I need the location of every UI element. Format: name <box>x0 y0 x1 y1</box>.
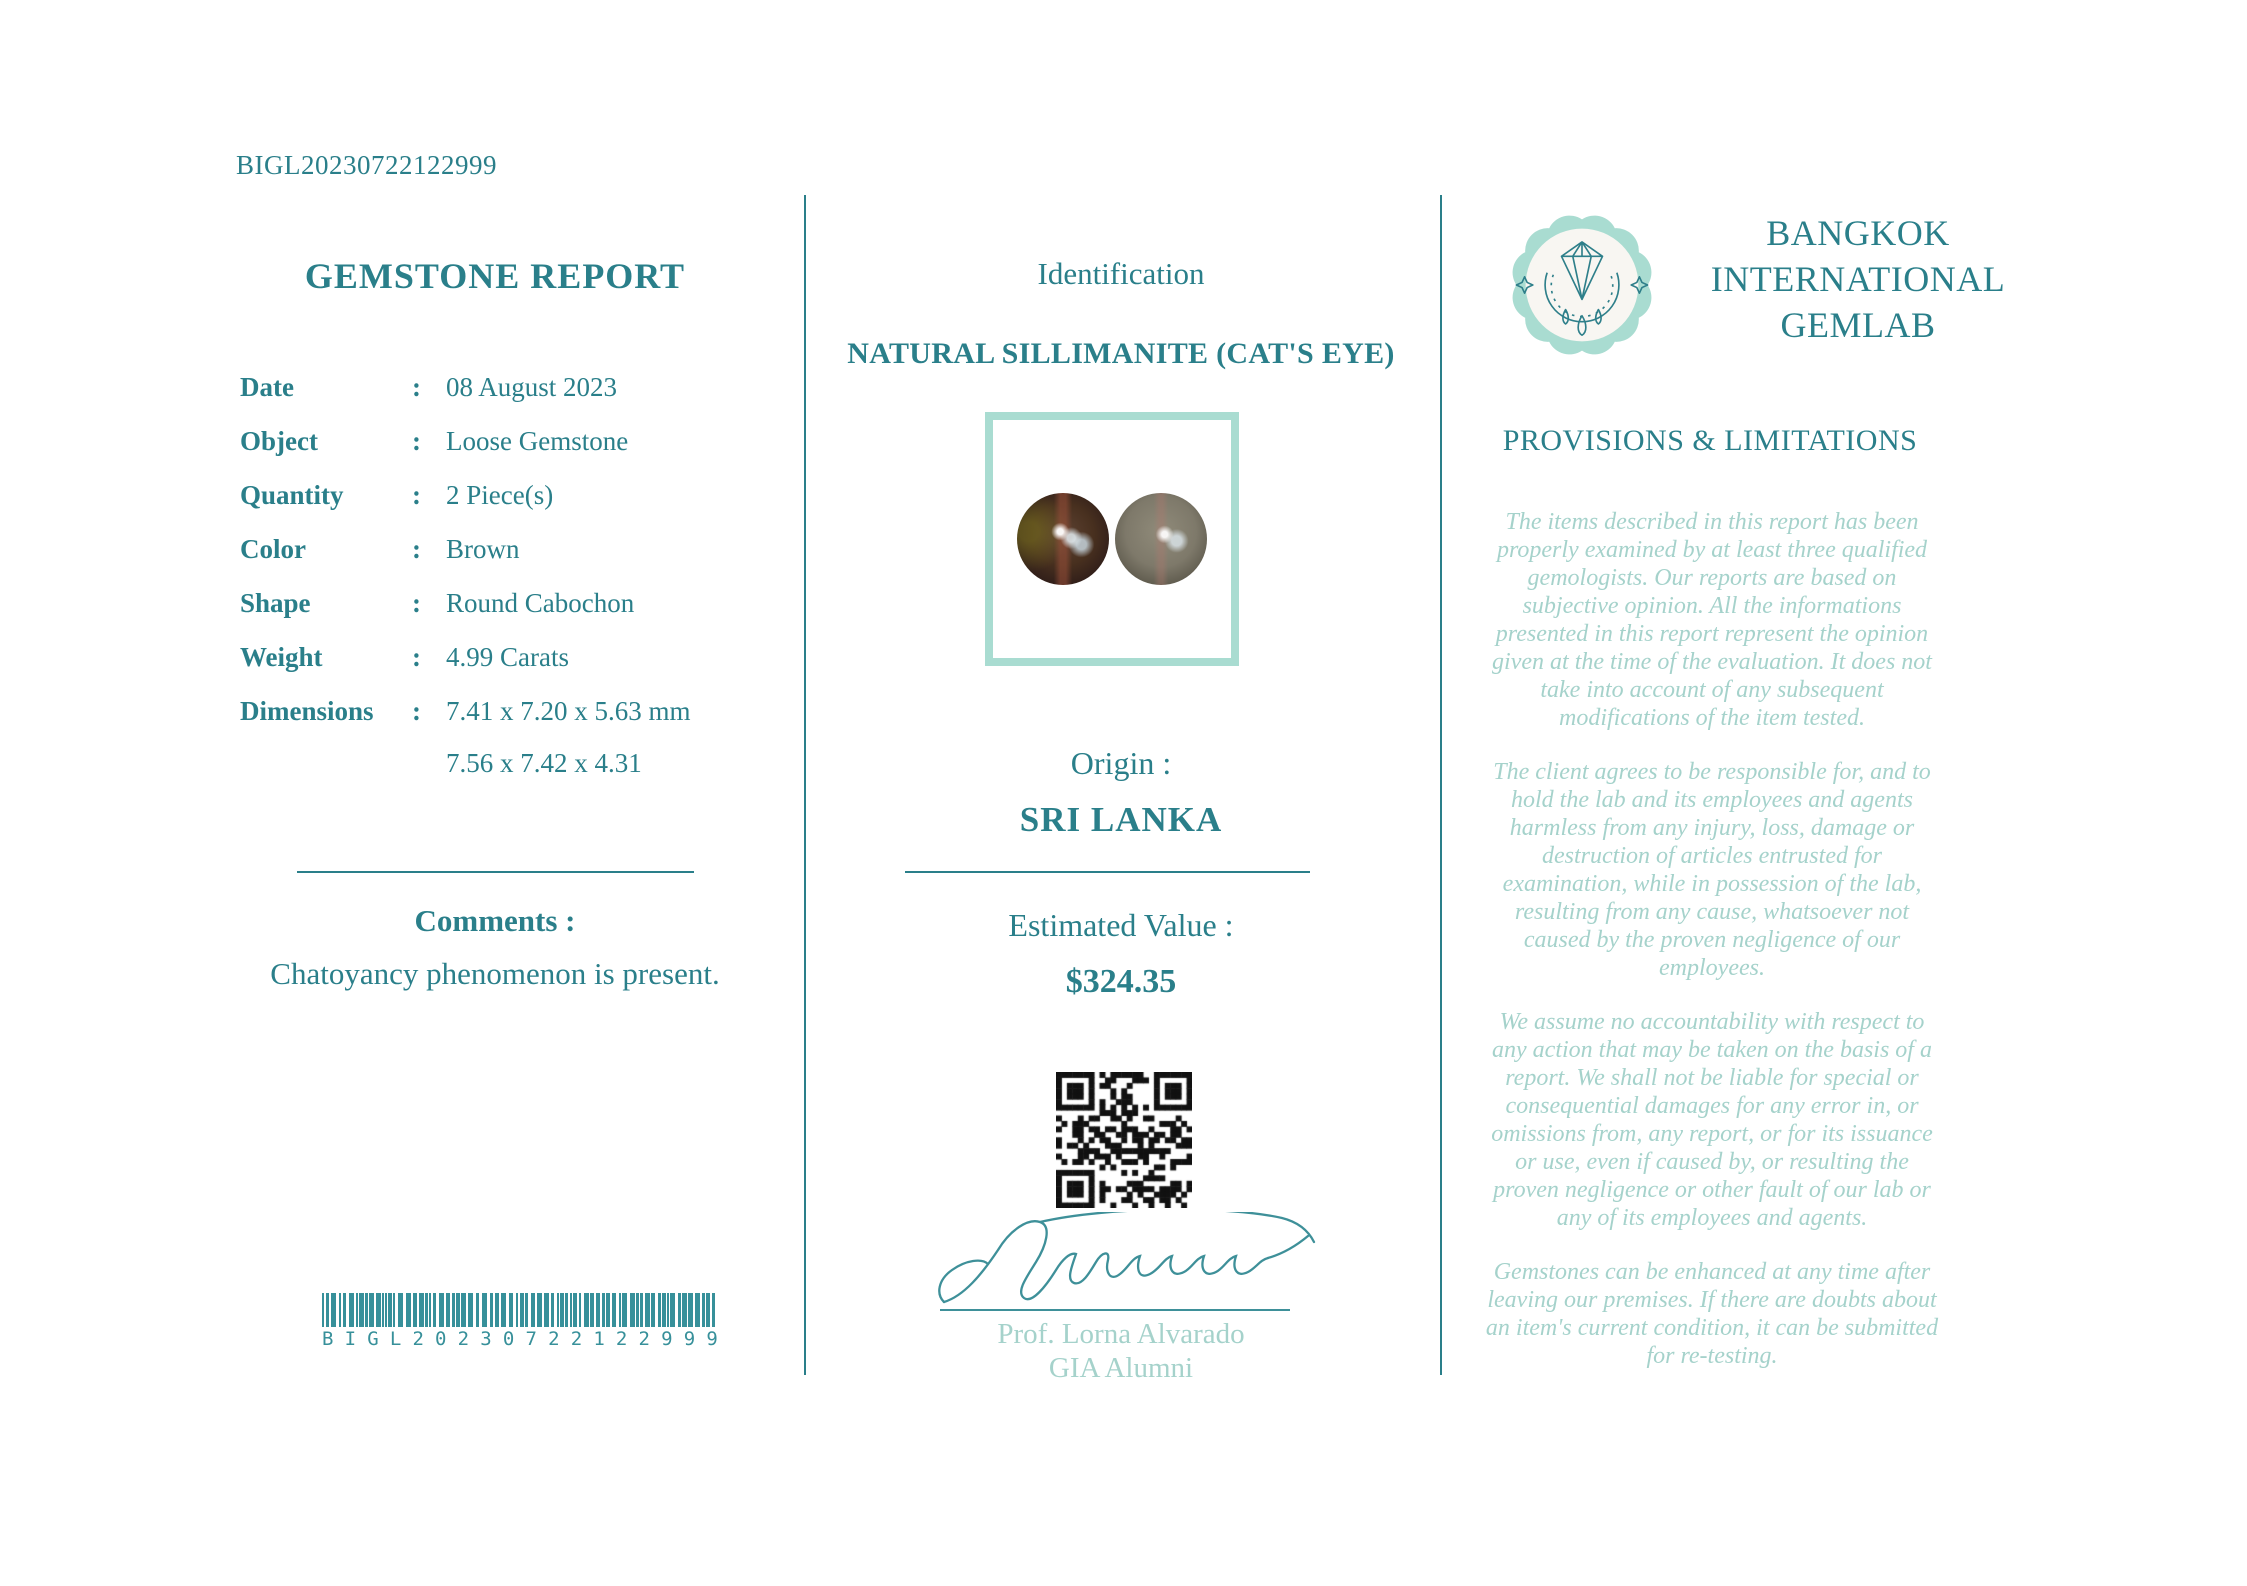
barcode-char: 7 <box>525 1328 537 1350</box>
origin-value: SRI LANKA <box>1019 800 1223 839</box>
details-fields <box>240 372 760 802</box>
field-row <box>240 534 760 565</box>
field-row <box>240 696 760 727</box>
barcode-char: B <box>322 1328 334 1350</box>
barcode-char: 2 <box>615 1328 628 1350</box>
provisions-paragraphs <box>1482 508 1942 1396</box>
barcode-char: 9 <box>683 1328 696 1350</box>
field-value: 2 Piece(s) <box>446 480 554 510</box>
barcode-char: 2 <box>638 1328 650 1350</box>
report-barcode <box>322 1293 718 1350</box>
comments-label: Comments : <box>414 903 576 938</box>
middle-divider-rule <box>905 871 1310 873</box>
field-row-continuation <box>240 748 760 779</box>
column-divider-right <box>1440 195 1442 1375</box>
barcode-char: 0 <box>502 1328 515 1350</box>
gemstone-photo <box>985 412 1239 666</box>
barcode-char: 9 <box>706 1328 718 1350</box>
field-value: 4.99 Carats <box>446 642 569 672</box>
field-colon: : <box>412 480 421 510</box>
field-value: 7.41 x 7.20 x 5.63 mm <box>446 696 691 726</box>
field-label: Date <box>240 372 294 402</box>
identification-heading: Identification <box>1037 256 1205 291</box>
provisions-paragraph: We assume no accountability with respect to any action that may be taken on the basis of a report. We shall not be liable for special or consequential damages for any error in, or omissions from, any report, or for its issuance or use, even if caused by, or resulting the proven negligence or other fault of our lab or any of its employees and agents. <box>1491 1009 1933 1231</box>
left-divider-rule <box>297 871 694 873</box>
provisions-paragraph: Gemstones can be enhanced at any time after leaving our premises. If there are doubts about an item's current condition, it can be submitted for re-testing. <box>1485 1259 1939 1369</box>
barcode-char: 2 <box>548 1328 560 1350</box>
lab-name-line: INTERNATIONAL <box>1710 259 2006 299</box>
identification-value: NATURAL SILLIMANITE (CAT'S EYE) <box>847 337 1395 370</box>
field-colon: : <box>412 426 421 456</box>
gemstone-left-image <box>1017 493 1109 585</box>
field-row <box>240 426 760 457</box>
report-title: GEMSTONE REPORT <box>304 256 686 296</box>
lab-name-line: GEMLAB <box>1780 305 1936 345</box>
signature-rule <box>940 1309 1290 1311</box>
field-value: 7.56 x 7.42 x 4.31 <box>446 748 642 778</box>
field-label: Object <box>240 426 318 456</box>
field-value: 08 August 2023 <box>446 372 618 402</box>
barcode-char: 0 <box>435 1328 447 1350</box>
barcode-char: G <box>367 1328 379 1350</box>
barcode-char: 2 <box>570 1328 583 1350</box>
field-row <box>240 480 760 511</box>
field-colon: : <box>412 588 421 618</box>
barcode-text <box>322 1328 718 1350</box>
estimated-value: $324.35 <box>1065 963 1177 1000</box>
gemstone-right-image <box>1115 493 1207 585</box>
estimated-value-label: Estimated Value : <box>1008 907 1234 943</box>
field-label: Weight <box>240 642 323 672</box>
field-row <box>240 588 760 619</box>
barcode-char: 2 <box>412 1328 424 1350</box>
field-colon: : <box>412 642 421 672</box>
gemlab-badge-logo-icon <box>1500 203 1664 367</box>
field-row <box>240 372 760 403</box>
barcode-char: I <box>344 1328 357 1350</box>
provisions-paragraph: The items described in this report has been properly examined by at least three qualified gemologists. Our reports are based on subjective opinion. All the informations presented in this report represent the opinion given at the time of the evaluation. It does not take into account of any subsequent modifications of the item tested. <box>1492 509 1932 731</box>
barcode-char: 1 <box>593 1328 605 1350</box>
field-value: Loose Gemstone <box>446 426 629 456</box>
lab-name <box>1682 210 2034 348</box>
field-label: Shape <box>240 588 311 618</box>
field-colon: : <box>412 372 421 402</box>
barcode-char: L <box>389 1328 402 1350</box>
report-number: BIGL20230722122999 <box>236 150 497 180</box>
field-colon: : <box>412 534 421 564</box>
barcode-bars-icon <box>322 1293 718 1327</box>
column-divider-left <box>804 195 806 1375</box>
barcode-char: 2 <box>457 1328 470 1350</box>
signature-icon <box>930 1212 1320 1312</box>
comments-text: Chatoyancy phenomenon is present. <box>270 956 720 991</box>
provisions-paragraph: The client agrees to be responsible for, and to hold the lab and its employees and agents harmless from any injury, loss, damage or destruction of articles entrusted for examination, while in possession of the lab, resulting from any cause, whatsoever not caused by the proven negligence of our employees. <box>1493 759 1931 981</box>
signer-name: Prof. Lorna Alvarado <box>997 1318 1245 1350</box>
qr-code-icon <box>1056 1072 1192 1208</box>
lab-name-line: BANGKOK <box>1766 213 1950 253</box>
field-label: Quantity <box>240 480 344 510</box>
origin-label: Origin : <box>1070 745 1172 781</box>
provisions-title: PROVISIONS & LIMITATIONS <box>1502 424 1918 457</box>
field-colon: : <box>412 696 421 726</box>
field-label: Dimensions <box>240 696 374 726</box>
field-row <box>240 642 760 673</box>
barcode-char: 9 <box>661 1328 673 1350</box>
field-label: Color <box>240 534 306 564</box>
field-value: Brown <box>446 534 520 564</box>
signer-title: GIA Alumni <box>1048 1352 1194 1384</box>
barcode-char: 3 <box>480 1328 492 1350</box>
field-value: Round Cabochon <box>446 588 635 618</box>
